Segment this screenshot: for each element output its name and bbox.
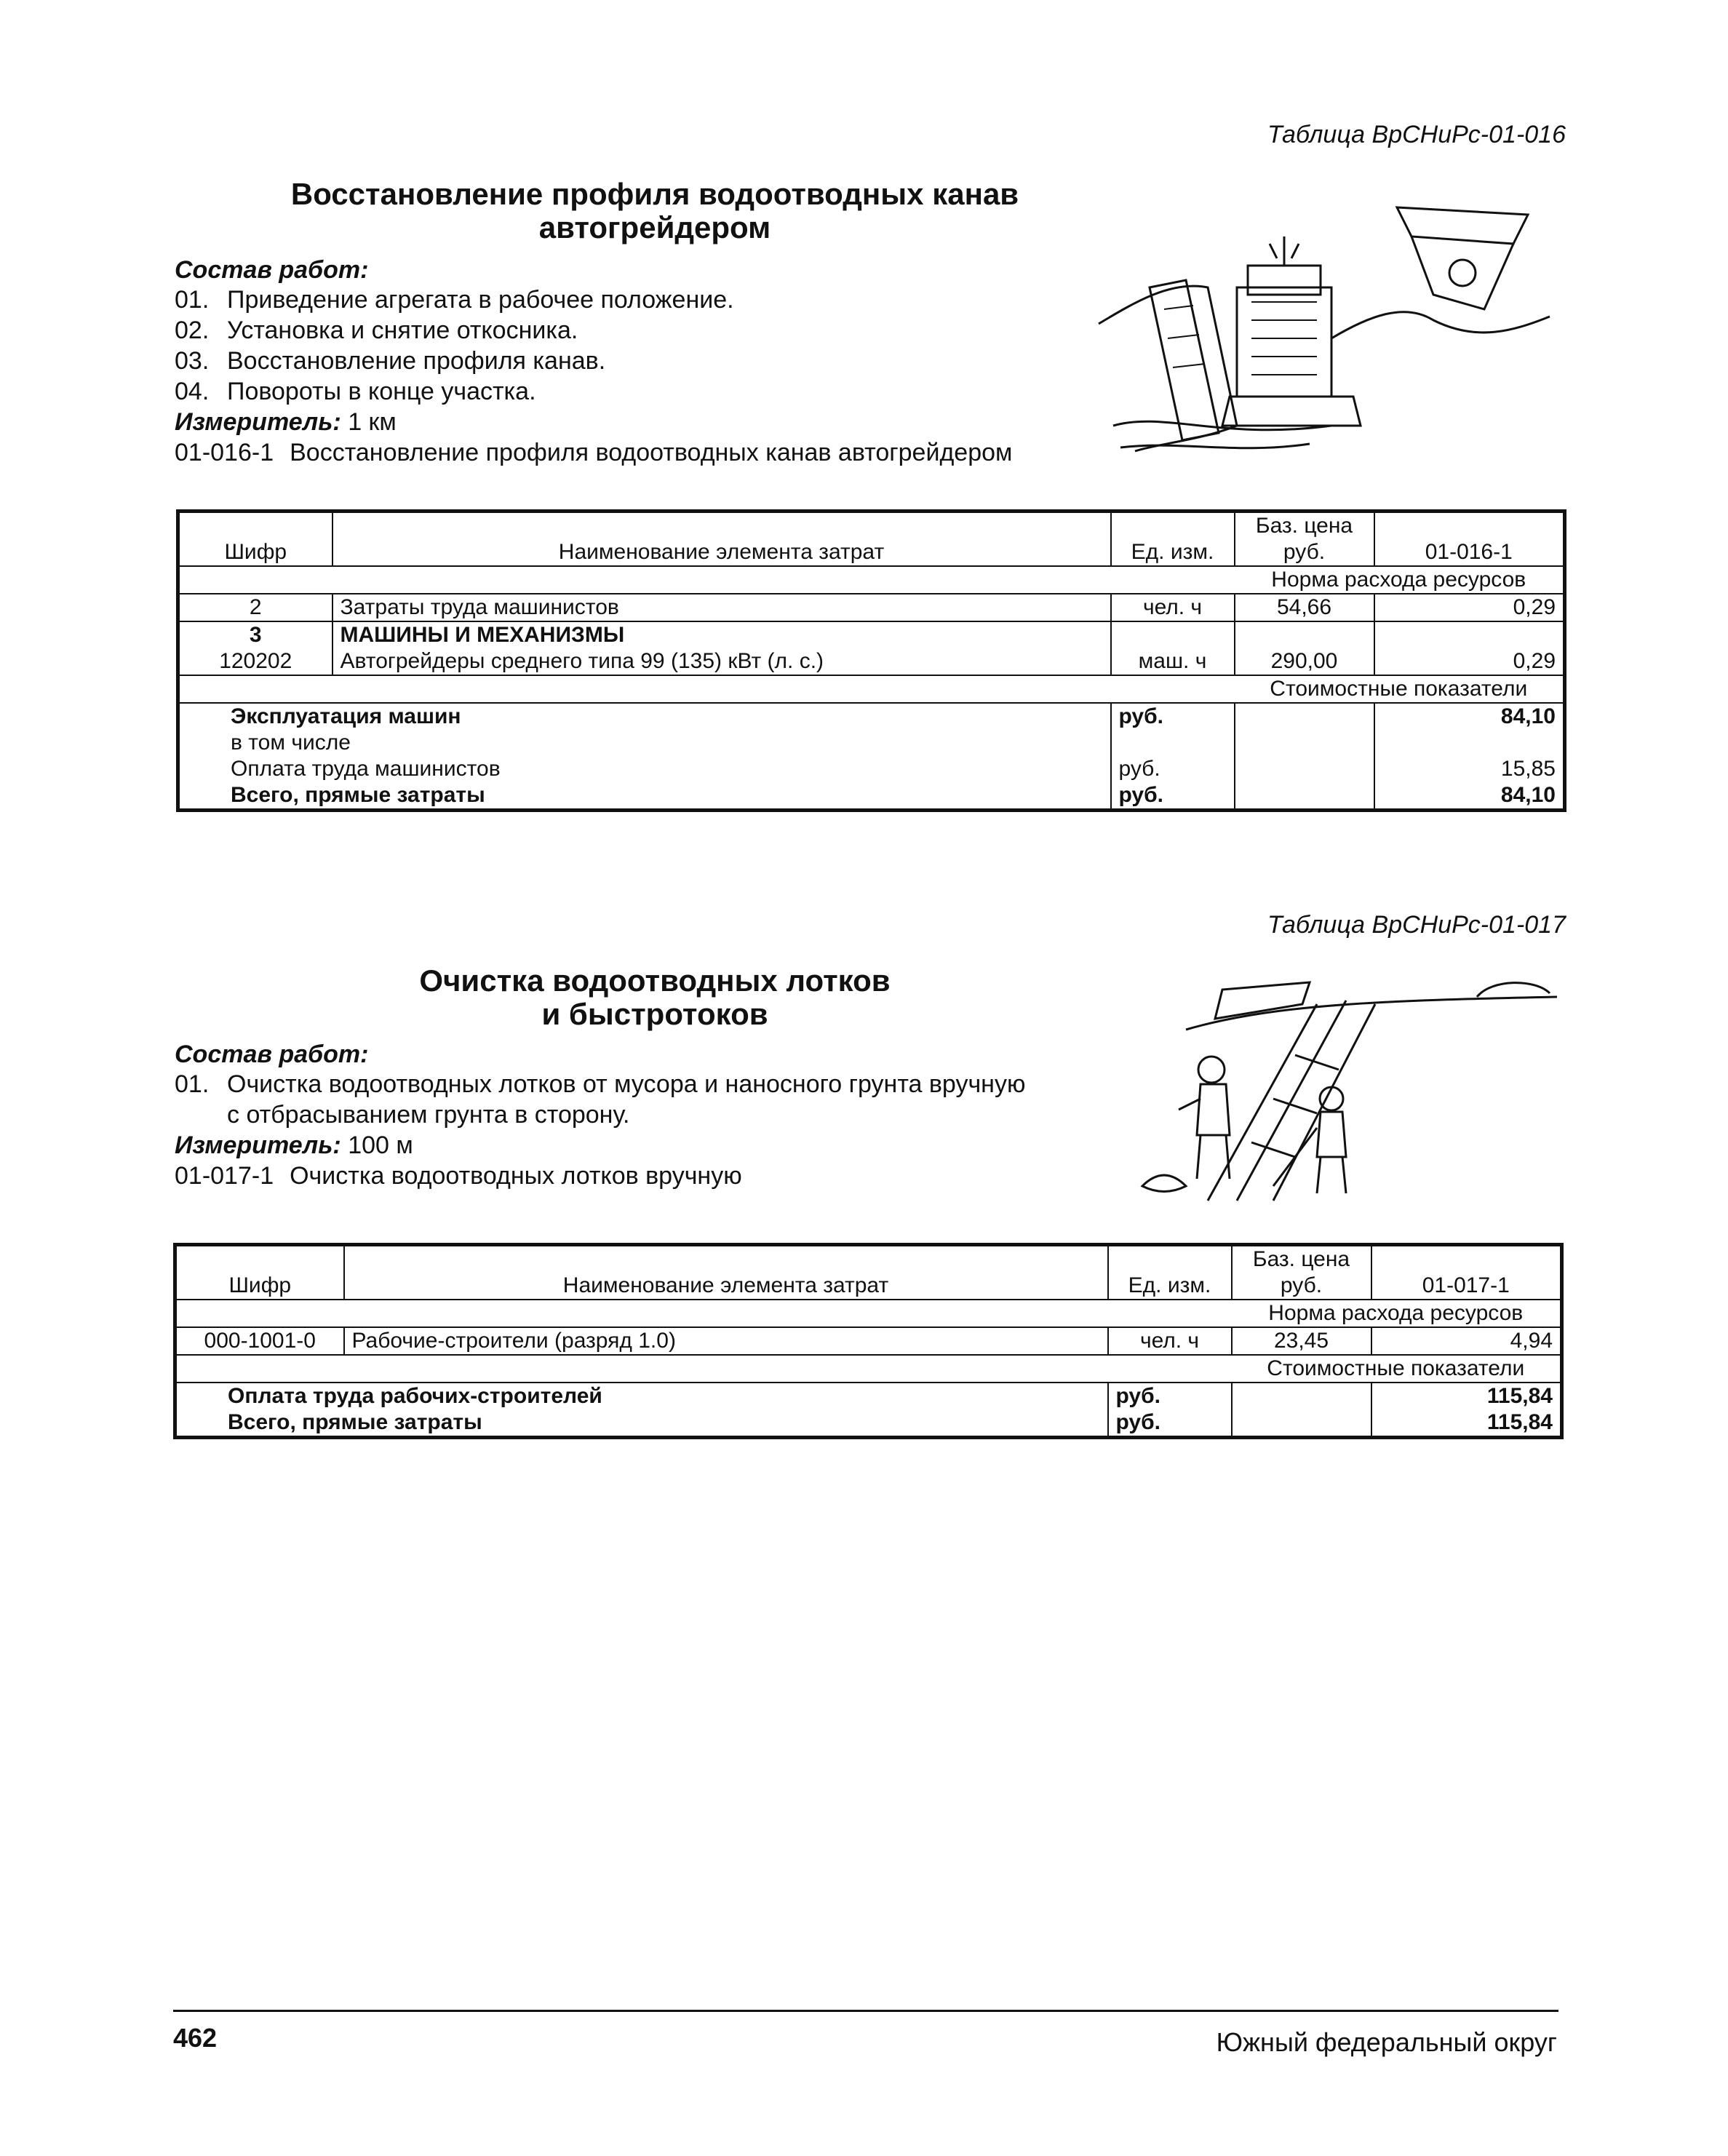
header-code: Шифр <box>178 512 333 567</box>
table-label: Таблица ВрСНиРс-01-017 <box>1267 911 1566 939</box>
table-label: Таблица ВрСНиРс-01-016 <box>1267 121 1566 148</box>
footer-region: Южный федеральный округ <box>1216 2027 1557 2057</box>
work-item: 02. Установка и снятие откосника. <box>175 317 578 344</box>
work-item: 01. Приведение агрегата в рабочее положение. <box>175 286 734 314</box>
header-unit: Ед. изм. <box>1111 512 1235 567</box>
header-price: Баз. цена руб. <box>1232 1245 1371 1300</box>
cost-row: Оплата труда машинистов руб. 15,85 <box>178 756 1565 782</box>
cost-row: Всего, прямые затраты руб. 84,10 <box>178 782 1565 811</box>
section-row <box>175 1355 1562 1383</box>
section-resources: Норма расхода ресурсов <box>1232 1300 1562 1327</box>
measure-unit: Измеритель: 1 км <box>175 408 397 436</box>
work-item-continued: с отбрасыванием грунта в сторону. <box>227 1101 630 1129</box>
work-composition <box>175 256 1012 468</box>
cost-row: Оплата труда рабочих-строителей руб. 115,84 <box>175 1383 1562 1409</box>
work-composition <box>175 1041 1025 1191</box>
cost-table <box>176 509 1566 812</box>
header-price: Баз. цена руб. <box>1235 512 1374 567</box>
workers-illustration <box>1128 960 1564 1215</box>
section-resources: Норма расхода ресурсов <box>1235 566 1565 594</box>
cost-row: Эксплуатация машин руб. 84,10 <box>178 703 1565 730</box>
composition-heading: Состав работ: <box>175 1041 369 1068</box>
norm-title: 01-016-1 Восстановление профиля водоотводных канав автогрейдером <box>175 439 1013 466</box>
cost-table <box>173 1243 1564 1439</box>
section-cost: Стоимостные показатели <box>1235 675 1565 703</box>
section-cost: Стоимостные показатели <box>1232 1355 1562 1383</box>
section-title <box>211 178 1099 244</box>
title-line: Восстановление профиля водоотводных канав <box>290 177 1019 211</box>
norm-title: 01-017-1 Очистка водоотводных лотков вручную <box>175 1162 742 1190</box>
header-unit: Ед. изм. <box>1108 1245 1232 1300</box>
title-line: автогрейдером <box>538 210 771 244</box>
composition-heading: Состав работ: <box>175 256 369 284</box>
title-line: и быстротоков <box>541 997 768 1031</box>
cost-row: Всего, прямые затраты руб. 115,84 <box>175 1409 1562 1438</box>
section-row <box>175 1300 1562 1327</box>
header-norm: 01-016-1 <box>1374 512 1565 567</box>
table-row: 2 Затраты труда машинистов чел. ч 54,66 0,29 <box>178 594 1565 621</box>
header-name: Наименование элемента затрат <box>344 1245 1108 1300</box>
header-name: Наименование элемента затрат <box>333 512 1111 567</box>
measure-unit: Измеритель: 100 м <box>175 1131 413 1159</box>
table-header-row <box>178 512 1565 567</box>
table-row: 3 МАШИНЫ И МЕХАНИЗМЫ <box>178 621 1565 648</box>
work-item: 03. Восстановление профиля канав. <box>175 347 606 375</box>
table-row: 120202 Автогрейдеры среднего типа 99 (135) кВт (л. с.) маш. ч 290,00 0,29 <box>178 648 1565 675</box>
table-header-row <box>175 1245 1562 1300</box>
header-norm: 01-017-1 <box>1371 1245 1562 1300</box>
section-row <box>178 566 1565 594</box>
title-line: Очистка водоотводных лотков <box>419 963 891 998</box>
grader-illustration <box>1091 193 1557 469</box>
table-row: 000-1001-0 Рабочие-строители (разряд 1.0) чел. ч 23,45 4,94 <box>175 1327 1562 1355</box>
header-code: Шифр <box>175 1245 344 1300</box>
work-item: 04. Повороты в конце участка. <box>175 378 536 405</box>
footer-divider <box>173 2010 1558 2012</box>
work-item: 01. Очистка водоотводных лотков от мусора и наносного грунта вручную <box>175 1070 1026 1098</box>
section-row <box>178 675 1565 703</box>
cost-row: в том числе <box>178 730 1565 756</box>
page-number: 462 <box>173 2023 218 2053</box>
section-title <box>211 964 1099 1031</box>
